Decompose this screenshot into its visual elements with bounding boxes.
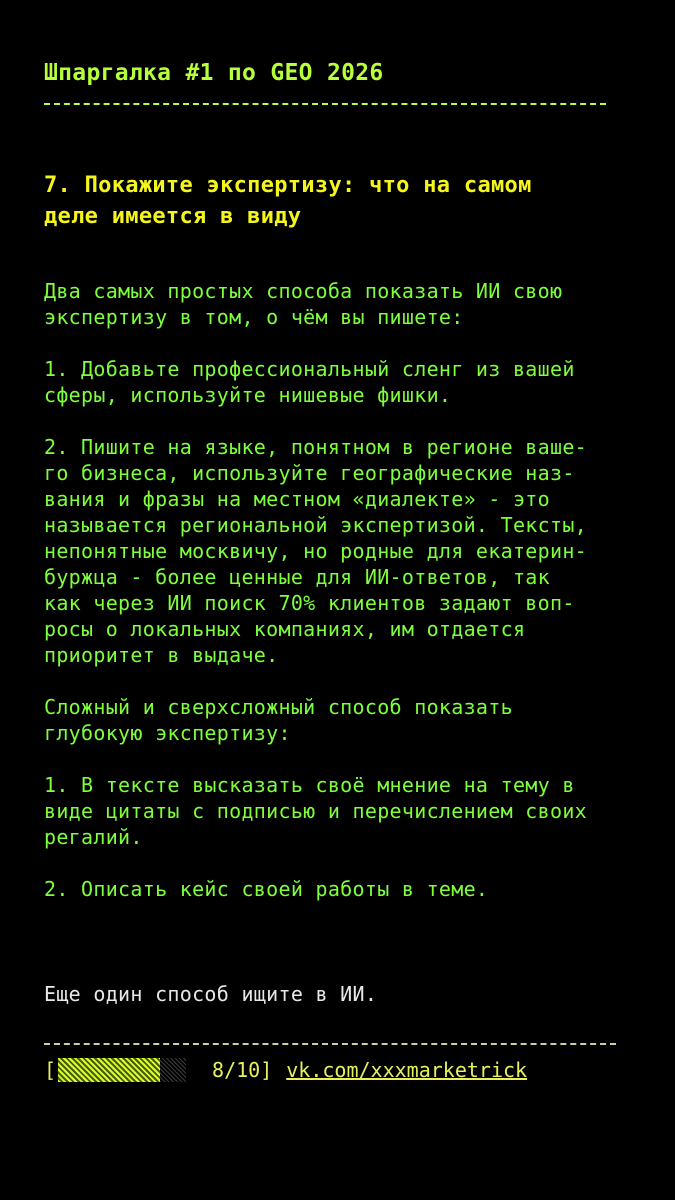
complex-intro-line-2: глубокую экспертизу: — [44, 721, 291, 745]
page-title: Шпаргалка #1 по GEO 2026 — [44, 60, 384, 86]
section-heading-line-1: 7. Покажите экспертизу: что на самом — [44, 173, 532, 198]
item2-line-7: как через ИИ поиск 70% клиентов задают воп- — [44, 591, 575, 615]
item1-line-1: 1. Добавьте профессиональный сленг из вашей — [44, 357, 575, 381]
item2-line-5: непонятные москвичу, но родные для екатерин- — [44, 539, 588, 563]
item2-line-2: го бизнеса, используйте географические наз- — [44, 461, 575, 485]
section-heading-line-2: деле имеется в виду — [44, 204, 302, 229]
complex-item2-line-1: 2. Описать кейс своей работы в теме. — [44, 877, 489, 901]
complex-intro-line-1: Сложный и сверхсложный способ показать — [44, 695, 513, 719]
progress-bar — [58, 1058, 186, 1082]
item2-line-3: вания и фразы на местном «диалекте» - это — [44, 487, 550, 511]
progress-text: 8/10] — [212, 1058, 273, 1082]
progress-open-bracket: [ — [44, 1058, 57, 1082]
footer-divider — [44, 1043, 616, 1045]
complex-item1-line-3: регалий. — [44, 825, 143, 849]
intro-line-2: экспертизу в том, о чём вы пишете: — [44, 305, 464, 329]
progress-bar-empty — [160, 1058, 186, 1082]
progress-bar-fill — [58, 1058, 160, 1082]
progress-indicator — [44, 1055, 527, 1085]
header-divider — [44, 103, 606, 105]
complex-item1-line-2: виде цитаты с подписью и перечислением своих — [44, 799, 588, 823]
item2-line-1: 2. Пишите на языке, понятном в регионе ваше- — [44, 435, 588, 459]
item2-line-4: называется региональной экспертизой. Тексты, — [44, 513, 588, 537]
complex-item1-line-1: 1. В тексте высказать своё мнение на тему в — [44, 773, 575, 797]
intro-line-1: Два самых простых способа показать ИИ свою — [44, 279, 563, 303]
item1-line-2: сферы, используйте нишевые фишки. — [44, 383, 452, 407]
item2-line-8: росы о локальных компаниях, им отдается — [44, 617, 526, 641]
item2-line-9: приоритет в выдаче. — [44, 643, 279, 667]
footer-hint: Еще один способ ищите в ИИ. — [44, 982, 378, 1006]
vk-link[interactable]: vk.com/xxxmarketrick — [286, 1058, 528, 1082]
item2-line-6: буржца - более ценные для ИИ-ответов, так — [44, 565, 550, 589]
